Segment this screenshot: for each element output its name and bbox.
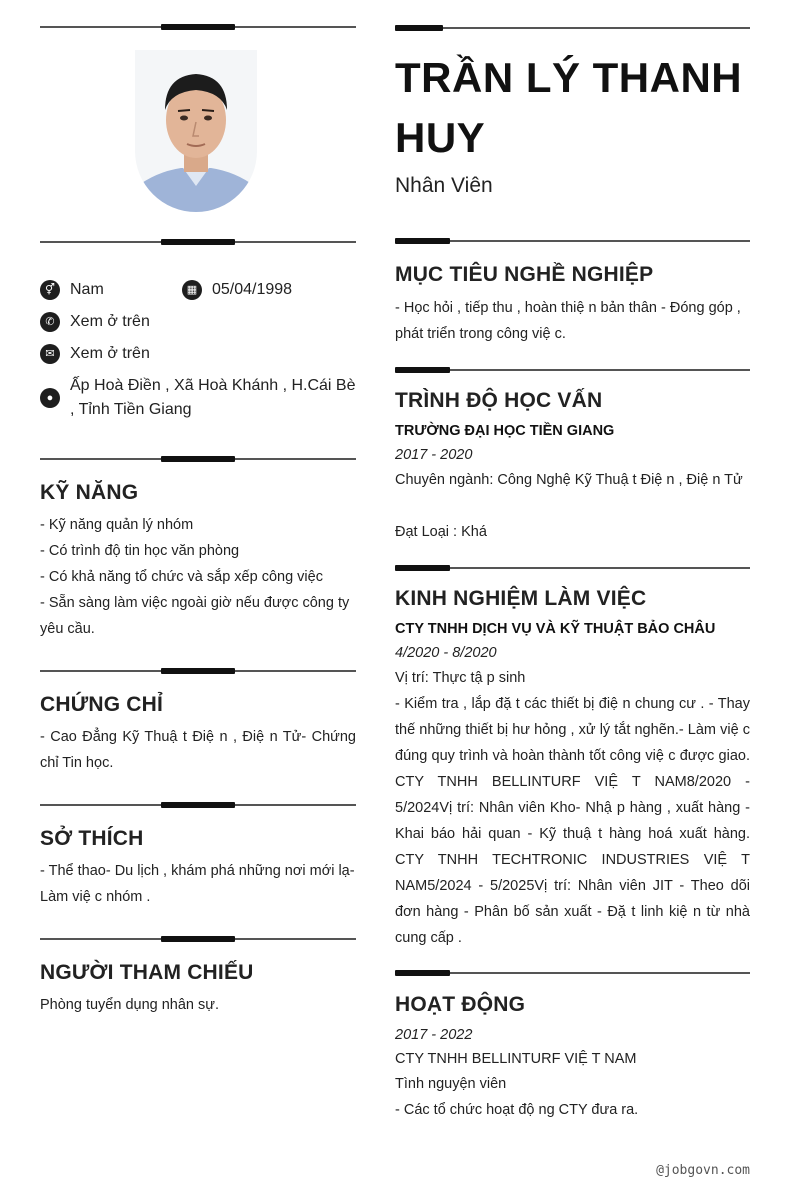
divider-experience <box>395 567 750 569</box>
divider-education <box>395 369 750 371</box>
certificates-title: CHỨNG CHỈ <box>40 693 164 716</box>
activities-role: Tình nguyện viên <box>395 1076 507 1092</box>
divider-certificates <box>40 670 356 672</box>
avatar <box>135 50 257 212</box>
divider-objective <box>395 240 750 242</box>
phone-row <box>40 310 150 334</box>
hobbies-text: - Thể thao- Du lịch , khám phá những nơi mới lạ- Làm việ c nhóm . <box>40 863 355 905</box>
activities-text: - Các tổ chức hoạt độ ng CTY đưa ra. <box>395 1102 639 1118</box>
divider-hobbies <box>40 804 356 806</box>
experience-period: 4/2020 - 8/2020 <box>395 645 497 661</box>
list-item: - Sẵn sàng làm việc ngoài giờ nếu được công ty yêu cầu. <box>40 595 350 637</box>
dob-row <box>182 278 292 302</box>
divider-top-left <box>40 26 356 28</box>
list-item: - Kỹ năng quản lý nhóm <box>40 517 194 533</box>
dob-value: 05/04/1998 <box>212 281 293 298</box>
gender-icon: ⚥ <box>40 280 60 300</box>
phone-icon: ✆ <box>40 312 60 332</box>
references-title: NGƯỜI THAM CHIẾU <box>40 961 254 984</box>
list-item: - Có trình độ tin học văn phòng <box>40 543 240 559</box>
activities-period: 2017 - 2022 <box>395 1027 473 1043</box>
divider-below-photo <box>40 241 356 243</box>
email-value: Xem ở trên <box>70 345 150 362</box>
objective-title: MỤC TIÊU NGHỀ NGHIỆP <box>395 263 654 286</box>
experience-details: - Kiểm tra , lắp đặ t các thiết bị điệ n chung cư . - Thay thế những thiết bị hư hỏng , xử lý tắt nghẽn.- Làm việ c đúng quy trình và hoàn thành tốt công việ c được giao. CTY TNHH BELLINTURF VIỆ T NAM8/2020 - 5/2024Vị trí: Nhân viên Kho- Nhậ p hàng , xuất hàng - Khai báo hải quan - Kỹ thuậ t hàng hoá xuất hàng. CTY TNHH TECHTRONIC INDUSTRIES VIỆ T NAM5/2024 - 5/2025Vị trí: Nhân viên JIT - Theo dõi đơn hàng - Phân bố sản xuất - Đặ t linh kiệ n từ nhà cung cấp . <box>395 696 750 946</box>
activities-org: CTY TNHH BELLINTURF VIỆ T NAM <box>395 1051 637 1067</box>
activities-title: HOẠT ĐỘNG <box>395 993 526 1016</box>
experience-company: CTY TNHH DỊCH VỤ VÀ KỸ THUẬT BẢO CHÂU <box>395 621 716 637</box>
education-grade: Đạt Loại : Khá <box>395 524 487 540</box>
experience-title: KINH NGHIỆM LÀM VIỆC <box>395 587 647 610</box>
education-major: Chuyên ngành: Công Nghệ Kỹ Thuậ t Điệ n , Điệ n Tử <box>395 472 743 488</box>
divider-activities <box>395 972 750 974</box>
objective-text: - Học hỏi , tiếp thu , hoàn thiệ n bản thân - Đóng góp , phát triển trong công việ c. <box>395 300 741 342</box>
full-name: TRẦN LÝ THANH HUY <box>395 54 743 161</box>
phone-value: Xem ở trên <box>70 313 150 330</box>
job-role: Nhân Viên <box>395 174 493 197</box>
skills-list <box>40 512 356 642</box>
calendar-icon: ▦ <box>182 280 202 300</box>
email-row <box>40 342 150 366</box>
address-value: Ấp Hoà Điền , Xã Hoà Khánh , H.Cái Bè , Tỉnh Tiền Giang <box>70 377 356 418</box>
education-period: 2017 - 2020 <box>395 447 473 463</box>
address-row <box>40 374 356 422</box>
list-item: - Có khả năng tổ chức và sắp xếp công việc <box>40 569 323 585</box>
hobbies-title: SỞ THÍCH <box>40 827 144 850</box>
experience-position: Vị trí: Thực tậ p sinh <box>395 670 526 686</box>
gender-row <box>40 278 104 302</box>
gender-value: Nam <box>70 281 104 298</box>
certificates-text: - Cao Đẳng Kỹ Thuậ t Điệ n , Điệ n Tử- Chứng chỉ Tin học. <box>40 729 356 771</box>
mail-icon: ✉ <box>40 344 60 364</box>
footer-watermark: @jobgovn.com <box>656 1163 750 1178</box>
divider-top-right <box>395 27 750 29</box>
location-pin-icon: ● <box>40 388 60 408</box>
references-text: Phòng tuyển dụng nhân sự. <box>40 997 220 1013</box>
school-name: TRƯỜNG ĐẠI HỌC TIỀN GIANG <box>395 423 615 439</box>
skills-title: KỸ NĂNG <box>40 481 139 504</box>
divider-skills <box>40 458 356 460</box>
education-title: TRÌNH ĐỘ HỌC VẤN <box>395 389 603 412</box>
divider-references <box>40 938 356 940</box>
